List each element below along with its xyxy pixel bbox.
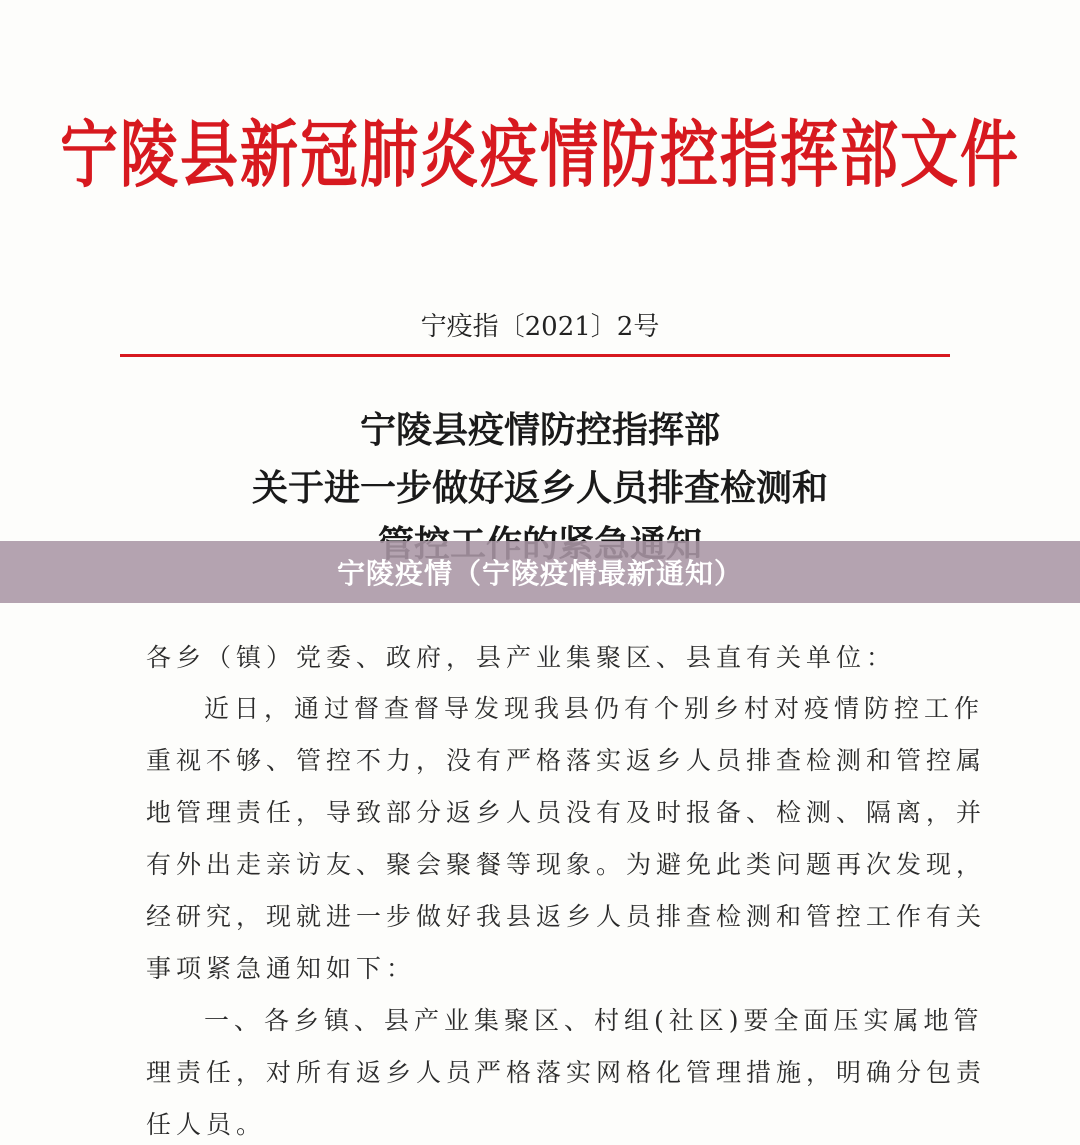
body-line: 地管理责任，导致部分返乡人员没有及时报备、检测、隔离，并	[146, 798, 987, 827]
notice-title-line-1: 宁陵县疫情防控指挥部	[359, 409, 720, 451]
header-divider	[120, 354, 950, 357]
body-line-salutation: 各乡（镇）党委、政府，县产业集聚区、县直有关单位：	[146, 643, 897, 672]
body-line: 理责任，对所有返乡人员严格落实网格化管理措施，明确分包责	[146, 1058, 987, 1087]
body-line: 事项紧急通知如下：	[146, 954, 417, 983]
notice-title-line-2: 关于进一步做好返乡人员排查检测和	[251, 467, 828, 509]
body-line: 重视不够、管控不力，没有严格落实返乡人员排查检测和管控属	[146, 746, 987, 775]
body-line: 经研究，现就进一步做好我县返乡人员排查检测和管控工作有关	[146, 902, 987, 931]
document-header-title: 宁陵县新冠肺炎疫情防控指挥部文件	[59, 112, 1020, 198]
caption-overlay-text: 宁陵疫情（宁陵疫情最新通知）	[336, 557, 743, 590]
body-line: 一、各乡镇、县产业集聚区、村组(社区)要全面压实属地管	[204, 1006, 984, 1035]
body-line: 有外出走亲访友、聚会聚餐等现象。为避免此类问题再次发现，	[146, 850, 987, 879]
caption-overlay	[0, 541, 1080, 603]
body-line: 近日，通过督查督导发现我县仍有个别乡村对疫情防控工作	[204, 694, 985, 723]
document-number: 宁疫指〔2021〕2号	[420, 312, 660, 342]
body-line: 任人员。	[146, 1110, 267, 1139]
